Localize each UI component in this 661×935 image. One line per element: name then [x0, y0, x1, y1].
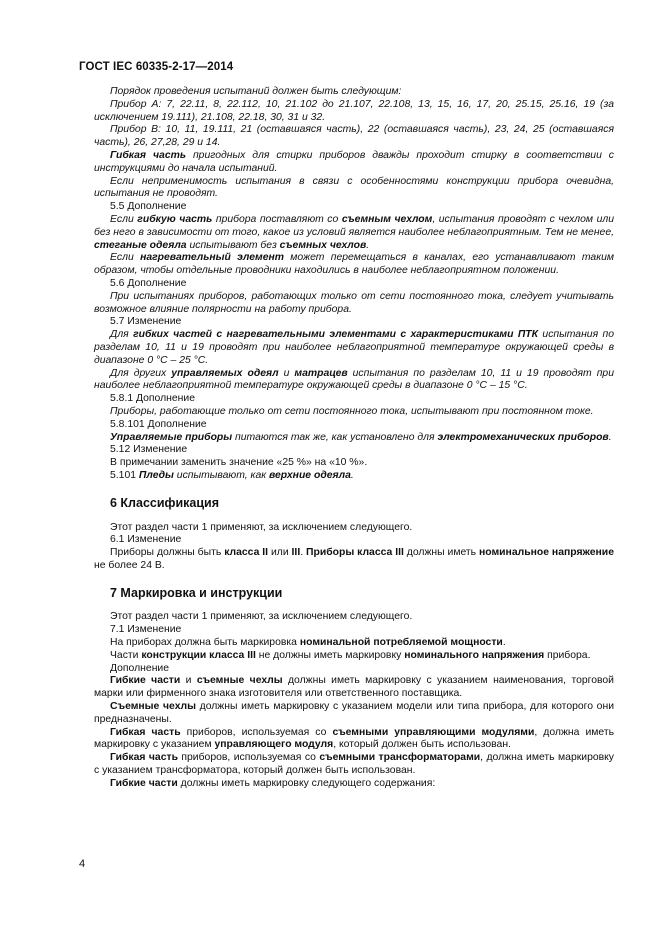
bold-term: стеганые одеяла — [94, 239, 187, 251]
text-run: , который должен быть использован. — [333, 739, 511, 751]
clause-6-1-title: 6.1 Изменение — [110, 534, 182, 546]
clause-5-12-title: 5.12 Изменение — [110, 444, 188, 456]
clause-5-7-title: 5.7 Изменение — [110, 316, 182, 328]
page-body — [94, 86, 614, 791]
bold-term: Гибкие части — [110, 675, 181, 687]
text-run: прибора поставляют со — [212, 213, 342, 225]
clause-5-101 — [94, 470, 614, 483]
clause-5-6-title: 5.6 Дополнение — [110, 277, 187, 289]
text-run: испытания по разделам 10, 11 и 19 проводят при наиболее неблагоприятной температуре окружающей среды в диапазоне 0 °С – 15 °С. — [94, 367, 614, 392]
appliance-b-list: Прибор В: 10, 11, 19.111, 21 (оставшаяся часть), 22 (оставшаяся часть), 23, 24, 25 (оставшаяся часть), 26, 27,28, 29 и 14. — [94, 124, 614, 149]
clause-7-1-para-6 — [94, 752, 614, 778]
text-run: Если — [110, 213, 138, 225]
text-run: , должна иметь маркировку с указанием — [94, 726, 615, 751]
clause-6-1-para — [94, 547, 614, 573]
text-run: Если — [110, 252, 141, 264]
bold-term: гибкую часть — [137, 213, 213, 225]
page-number: 4 — [79, 858, 86, 870]
inapplicable-tests: Если неприменимость испытания в связи с особенностями конструкции прибора очевидна, испытания не проводят. — [94, 175, 614, 200]
clause-7-1-para-1 — [94, 637, 614, 650]
section-6-intro: Этот раздел части 1 применяют, за исключением следующего. — [110, 521, 413, 533]
appliance-a-list: Прибор А: 7, 22.11, 8, 22.112, 10, 21.102 до 21.107, 22.108, 13, 15, 16, 17, 20, 25.15, 25.16, 19 (за исключением 19.111), 21.108, 22.18, 30, 31 и 32. — [94, 98, 614, 123]
text-run: должны иметь маркировку следующего содержания: — [177, 777, 436, 789]
bold-term: управляющего модуля — [214, 739, 334, 751]
section-6-heading: 6 Классификация — [110, 495, 220, 510]
section-7-heading: 7 Маркировка и инструкции — [110, 585, 283, 600]
bold-term: Съемные чехлы — [110, 701, 196, 713]
bold-term: класса II — [224, 547, 269, 559]
text-run: Для — [110, 329, 134, 341]
text-run: или — [268, 547, 292, 559]
clause-5-12-para: В примечании заменить значение «25 %» на «10 %». — [110, 457, 368, 469]
bold-term: Гибкая часть — [110, 149, 187, 161]
bold-term: съемным чехлом — [341, 213, 433, 225]
text-run: , должна иметь маркировку с указанием трансформатора, который должен быть использован. — [94, 752, 615, 777]
section-7-intro: Этот раздел части 1 применяют, за исключением следующего. — [110, 611, 413, 623]
clause-5-7-para-2 — [94, 368, 614, 394]
clause-7-1-para-2 — [94, 650, 614, 663]
text-run: испытания по разделам 10, 11 и 19 проводят при наиболее неблагоприятной температуре окружающей среды в диапазоне 0 °С – 25 °С. — [94, 329, 614, 366]
clause-5-8-101-para — [94, 432, 614, 445]
text-run: должны иметь маркировку с указанием наименования, торговой марки или фирменного знака изготовителя или ответственного поставщика. — [94, 675, 614, 700]
clause-7-1-para-3 — [94, 675, 614, 701]
text-run: Приборы должны быть — [110, 547, 225, 559]
bold-term: съемные чехлы — [196, 675, 283, 687]
test-order-intro: Порядок проведения испытаний должен быть следующим: — [110, 86, 402, 97]
text-run: . — [300, 547, 307, 559]
text-run: . — [608, 431, 612, 443]
text-run: испытывают, как — [173, 469, 270, 481]
bold-term: Гибкая часть — [110, 726, 181, 738]
bold-term: управляемых одеял — [171, 367, 279, 379]
clause-5-8-101-title: 5.8.101 Дополнение — [110, 418, 207, 430]
bold-term: съемными трансформаторами — [319, 752, 481, 764]
clause-7-1-para-7 — [94, 778, 614, 791]
text-run: Части — [110, 649, 142, 661]
text-run: не более 24 В. — [94, 559, 165, 571]
text-run: . — [502, 637, 506, 649]
bold-term: электромеханических приборов — [437, 431, 609, 443]
clause-5-7-para-1 — [94, 329, 614, 367]
text-run: приборов, используемая со — [180, 726, 333, 738]
bold-term: Гибкие части — [110, 777, 178, 789]
bold-term: съемных чехлов — [279, 239, 367, 251]
bold-term: Приборы класса III — [306, 547, 404, 559]
text-run: питаются так же, как установлено для — [232, 431, 438, 443]
text-run: должны иметь маркировку с указанием модели или типа прибора, для которого они предназначены. — [94, 701, 614, 725]
text-run: и — [278, 367, 295, 379]
bold-term: верхние одеяла — [269, 469, 351, 481]
clause-7-1-para-4 — [94, 701, 614, 727]
bold-term: номинальное напряжение — [479, 547, 614, 559]
document-header: ГОСТ IEC 60335-2-17—2014 — [79, 61, 234, 73]
clause-7-1-para-5 — [94, 727, 614, 753]
text-run: Для других — [110, 367, 172, 379]
text-run: пригодных для стирки приборов дважды проходит стирку в соответствии с инструкциями до начала испытаний. — [94, 149, 614, 174]
clause-5-5-para-1 — [94, 214, 614, 252]
bold-term: Управляемые приборы — [110, 431, 233, 443]
text-run: . — [350, 469, 354, 481]
clause-7-1-title: 7.1 Изменение — [110, 624, 182, 636]
text-run: приборов, используемая со — [177, 752, 320, 764]
text-run: должны иметь — [403, 547, 479, 559]
text-run: На приборах должна быть маркировка — [110, 637, 300, 649]
washing-paragraph — [94, 150, 614, 176]
clause-5-8-1-para: Приборы, работающие только от сети постоянного тока, испытывают при постоянном токе. — [110, 405, 594, 417]
bold-term: конструкции класса III — [141, 649, 256, 661]
text-run: и — [180, 675, 197, 687]
bold-term: номинальной потребляемой мощности — [299, 637, 503, 649]
text-run: испытывают без — [186, 239, 280, 251]
bold-term: съемными управляющими модулями — [332, 726, 535, 738]
bold-term: нагревательный элемент — [140, 252, 284, 264]
bold-term: III — [291, 547, 301, 559]
bold-term: гибких частей с нагревательными элементами с характеристиками ПТК — [133, 329, 539, 341]
text-run: прибора. — [544, 649, 591, 661]
text-run: может перемещаться в каналах, его устанавливают таким образом, чтобы отдельные проводники находились в наиболее неблагоприятном положении. — [94, 252, 614, 277]
clause-5-5-title: 5.5 Дополнение — [110, 201, 187, 213]
addition-label: Дополнение — [110, 662, 170, 674]
text-run: 5.101 — [110, 469, 139, 481]
bold-term: Гибкая часть — [110, 752, 178, 764]
clause-5-5-para-2 — [94, 252, 614, 278]
clause-5-6-para: При испытаниях приборов, работающих только от сети постоянного тока, следует учитывать возможное влияние полярности на работу прибора. — [94, 290, 614, 315]
clause-5-8-1-title: 5.8.1 Дополнение — [110, 393, 196, 405]
bold-term: номинального напряжения — [404, 649, 545, 661]
text-run: . — [366, 239, 370, 251]
bold-term: Пледы — [138, 469, 174, 481]
bold-term: матрацев — [294, 367, 348, 379]
text-run: не должны иметь маркировку — [255, 649, 405, 661]
text-run: , испытания проводят с чехлом или без него в зависимости от того, какое из условий является наиболее неблагоприятным. Тем не менее, — [94, 213, 614, 238]
